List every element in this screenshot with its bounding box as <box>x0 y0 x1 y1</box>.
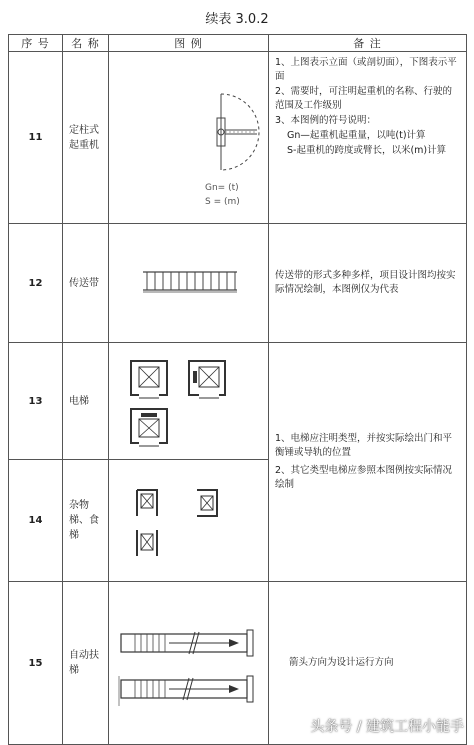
note-line: 传送带的形式多种多样，项目设计图均按实际情况绘制，本图例仅为代表 <box>275 270 456 295</box>
note-line: 1、电梯应注明类型，并按实际绘出门和平衡锤或导轨的位置 <box>275 433 453 458</box>
row-name: 杂物梯、食梯 <box>63 460 109 582</box>
conveyor-symbol <box>109 224 269 342</box>
figure-crane <box>109 52 269 224</box>
row-number: 15 <box>9 582 63 745</box>
note-line: S-起重机的跨度或臂长，以米(m)计算 <box>287 145 447 156</box>
header-row <box>9 35 467 52</box>
crane-label-gn: Gn= (t) <box>205 183 239 193</box>
header-figure: 图 例 <box>109 35 269 52</box>
watermark: 头条号 / 建筑工程小能手 <box>310 719 464 735</box>
row-number: 13 <box>9 343 63 460</box>
legend-table <box>8 34 467 745</box>
row-number: 12 <box>9 224 63 343</box>
row-note <box>269 224 467 343</box>
figure-elevator <box>109 343 269 460</box>
note-line: 1、上图表示立面（或剖切面），下图表示平面 <box>275 57 457 82</box>
row-name: 定柱式起重机 <box>63 52 109 224</box>
row-name: 传送带 <box>63 224 109 343</box>
note-line: 3、本图例的符号说明： <box>275 115 377 126</box>
figure-conveyor <box>109 224 269 343</box>
header-note: 备 注 <box>269 35 467 52</box>
row-number: 11 <box>9 52 63 224</box>
header-no: 序 号 <box>9 35 63 52</box>
note-line: 箭头方向为设计运行方向 <box>289 657 394 668</box>
table-row <box>9 224 467 343</box>
note-line: 2、需要时，可注明起重机的名称、行驶的范围及工作级别 <box>275 86 453 111</box>
row-name: 电梯 <box>63 343 109 460</box>
figure-escalator <box>109 582 269 745</box>
table-title: 续表 3.0.2 <box>205 12 269 27</box>
row-note-shared <box>269 343 467 582</box>
row-note <box>269 52 467 224</box>
dumbwaiter-symbol <box>109 460 269 581</box>
figure-dumbwaiter <box>109 460 269 582</box>
crane-symbol <box>109 52 269 223</box>
row-name: 自动扶梯 <box>63 582 109 745</box>
elevator-symbol <box>109 343 269 459</box>
note-line: Gn—起重机起重量，以吨(t)计算 <box>287 130 426 141</box>
escalator-symbol <box>109 582 269 744</box>
note-line: 2、其它类型电梯应参照本图例按实际情况绘制 <box>275 465 453 490</box>
row-number: 14 <box>9 460 63 582</box>
crane-label-s: S = (m) <box>205 197 240 207</box>
table-row <box>9 343 467 460</box>
table-row <box>9 52 467 224</box>
header-name: 名 称 <box>63 35 109 52</box>
